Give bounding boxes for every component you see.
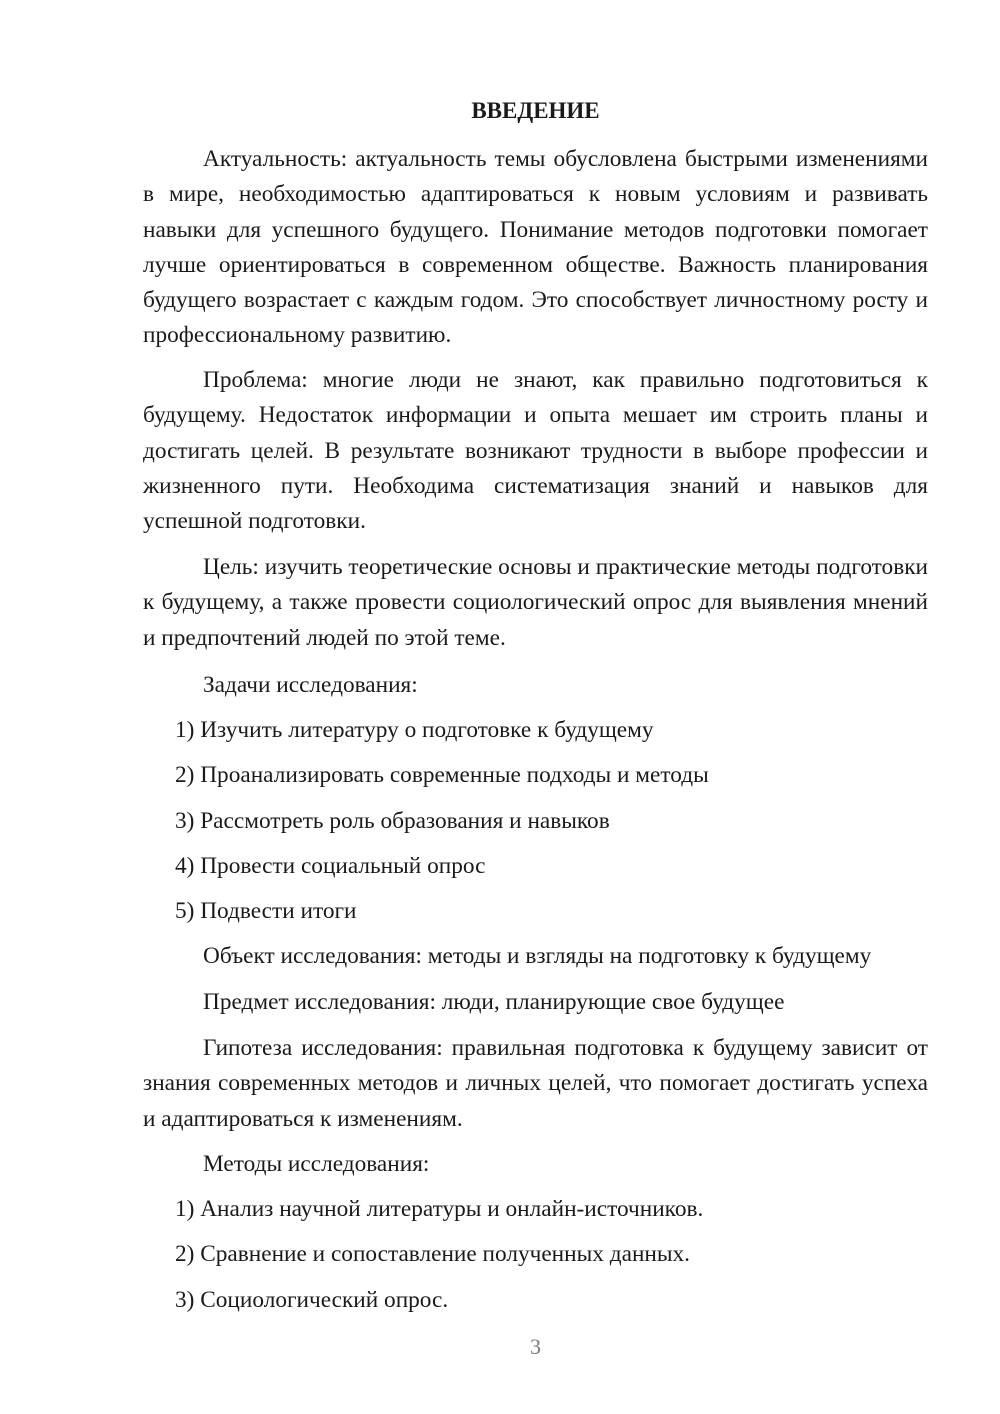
method-item-2: 2) Сравнение и сопоставление полученных данных.: [175, 1241, 690, 1267]
page-title: ВВЕДЕНИЕ: [471, 98, 600, 123]
hypothesis-paragraph: Гипотеза исследования: правильная подготовка к будущему зависит от знания современных методов и личных целей, что помогает достигать успеха и адаптироваться к изменениям.: [143, 1035, 928, 1132]
methods-heading: Методы исследования:: [203, 1151, 430, 1177]
page-number: 3: [530, 1334, 541, 1359]
tasks-heading: Задачи исследования:: [203, 672, 418, 698]
task-item-4: 4) Провести социальный опрос: [175, 853, 486, 879]
relevance-paragraph: Актуальность: актуальность темы обусловлена быстрыми изменениями в мире, необходимостью адаптироваться к новым условиям и развивать навыки для успешного будущего. Понимание методов подготовки помогает лучше ориентироваться в современном обществе. Важность планирования будущего возрастает с каждым годом. Это способствует личностному росту и профессиональному развитию.: [143, 146, 928, 349]
method-item-3: 3) Социологический опрос.: [175, 1287, 449, 1313]
problem-paragraph: Проблема: многие люди не знают, как правильно подготовиться к будущему. Недостаток информации и опыта мешает им строить планы и достигать целей. В результате возникают трудности в выборе профессии и жизненного пути. Необходима систематизация знаний и навыков для успешной подготовки.: [143, 367, 928, 535]
document-page: [143, 0, 928, 1414]
goal-paragraph: Цель: изучить теоретические основы и практические методы подготовки к будущему, а также провести социологический опрос для выявления мнений и предпочтений людей по этой теме.: [143, 554, 928, 651]
research-subject: Предмет исследования: люди, планирующие свое будущее: [203, 989, 785, 1015]
task-item-2: 2) Проанализировать современные подходы и методы: [175, 762, 709, 788]
research-object: Объект исследования: методы и взгляды на подготовку к будущему: [203, 943, 872, 969]
task-item-3: 3) Рассмотреть роль образования и навыков: [175, 808, 610, 834]
task-item-5: 5) Подвести итоги: [175, 898, 357, 924]
method-item-1: 1) Анализ научной литературы и онлайн-источников.: [175, 1196, 704, 1222]
task-item-1: 1) Изучить литературу о подготовке к будущему: [175, 717, 654, 743]
